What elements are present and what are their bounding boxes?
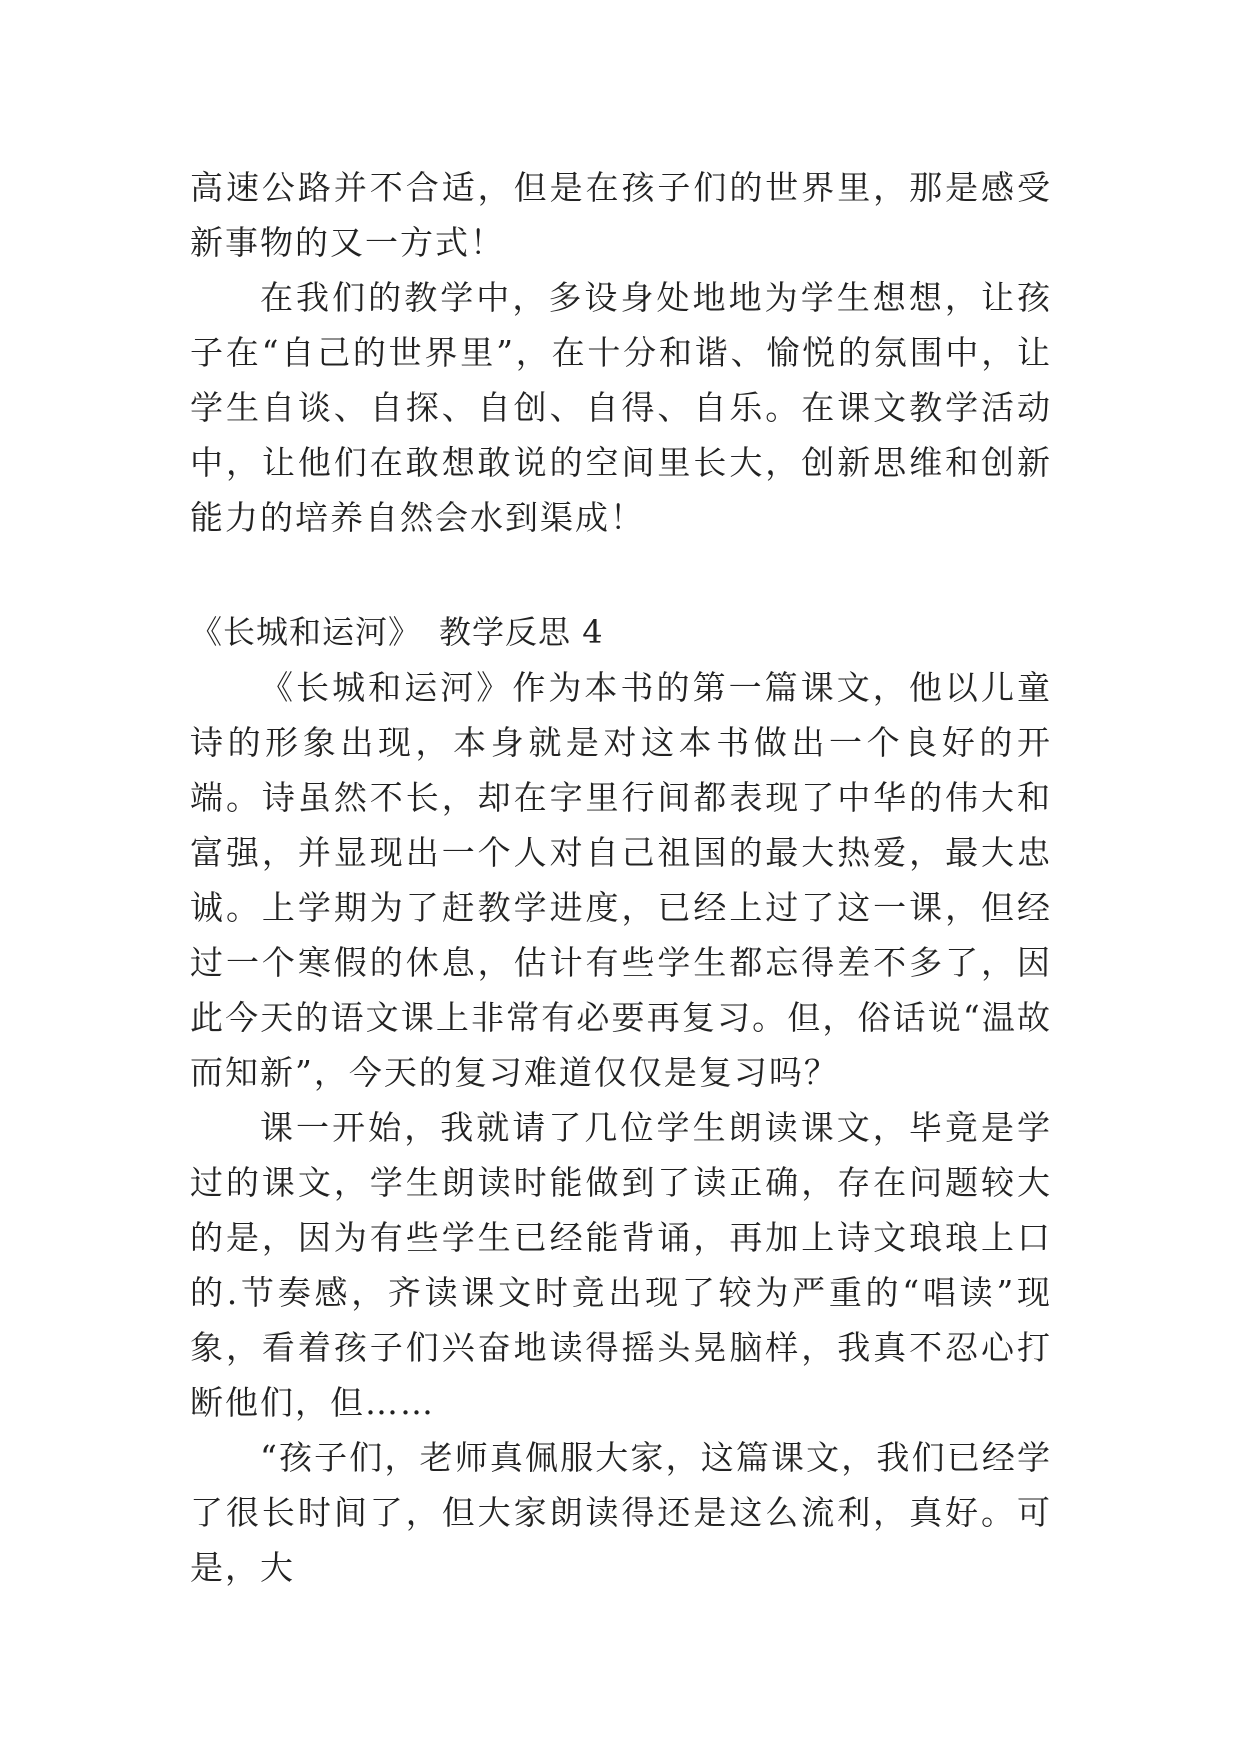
- section-subtitle: 教学反思 4: [439, 613, 604, 651]
- section-heading: [190, 605, 1052, 660]
- paragraph: 《长城和运河》作为本书的第一篇课文，他以儿童诗的形象出现，本身就是对这本书做出一个良好的开端。诗虽然不长，却在字里行间都表现了中华的伟大和富强，并显现出一个人对自己祖国的最大热爱，最大忠诚。上学期为了赶教学进度，已经上过了这一课，但经过一个寒假的休息，估计有些学生都忘得差不多了，因此今天的语文课上非常有必要再复习。但，俗话说“温故而知新”，今天的复习难道仅仅是复习吗？: [190, 668, 1052, 1092]
- paragraph: 课一开始，我就请了几位学生朗读课文，毕竟是学过的课文，学生朗读时能做到了读正确，存在问题较大的是，因为有些学生已经能背诵，再加上诗文琅琅上口的.节奏感，齐读课文时竟出现了较为严重的“唱读”现象，看着孩子们兴奋地读得摇头晃脑样，我真不忍心打断他们，但……: [190, 1108, 1052, 1422]
- document-body: [190, 160, 1052, 1595]
- paragraph: “孩子们，老师真佩服大家，这篇课文，我们已经学了很长时间了，但大家朗读得还是这么流利，真好。可是，大: [190, 1438, 1052, 1587]
- paragraph-continuation: 高速公路并不合适，但是在孩子们的世界里，那是感受新事物的又一方式！: [190, 168, 1052, 262]
- section-title: 《长城和运河》: [190, 613, 422, 651]
- paragraph: 在我们的教学中，多设身处地地为学生想想，让孩子在“自己的世界里”，在十分和谐、愉悦的氛围中，让学生自谈、自探、自创、自得、自乐。在课文教学活动中，让他们在敢想敢说的空间里长大，创新思维和创新能力的培养自然会水到渠成！: [190, 278, 1052, 537]
